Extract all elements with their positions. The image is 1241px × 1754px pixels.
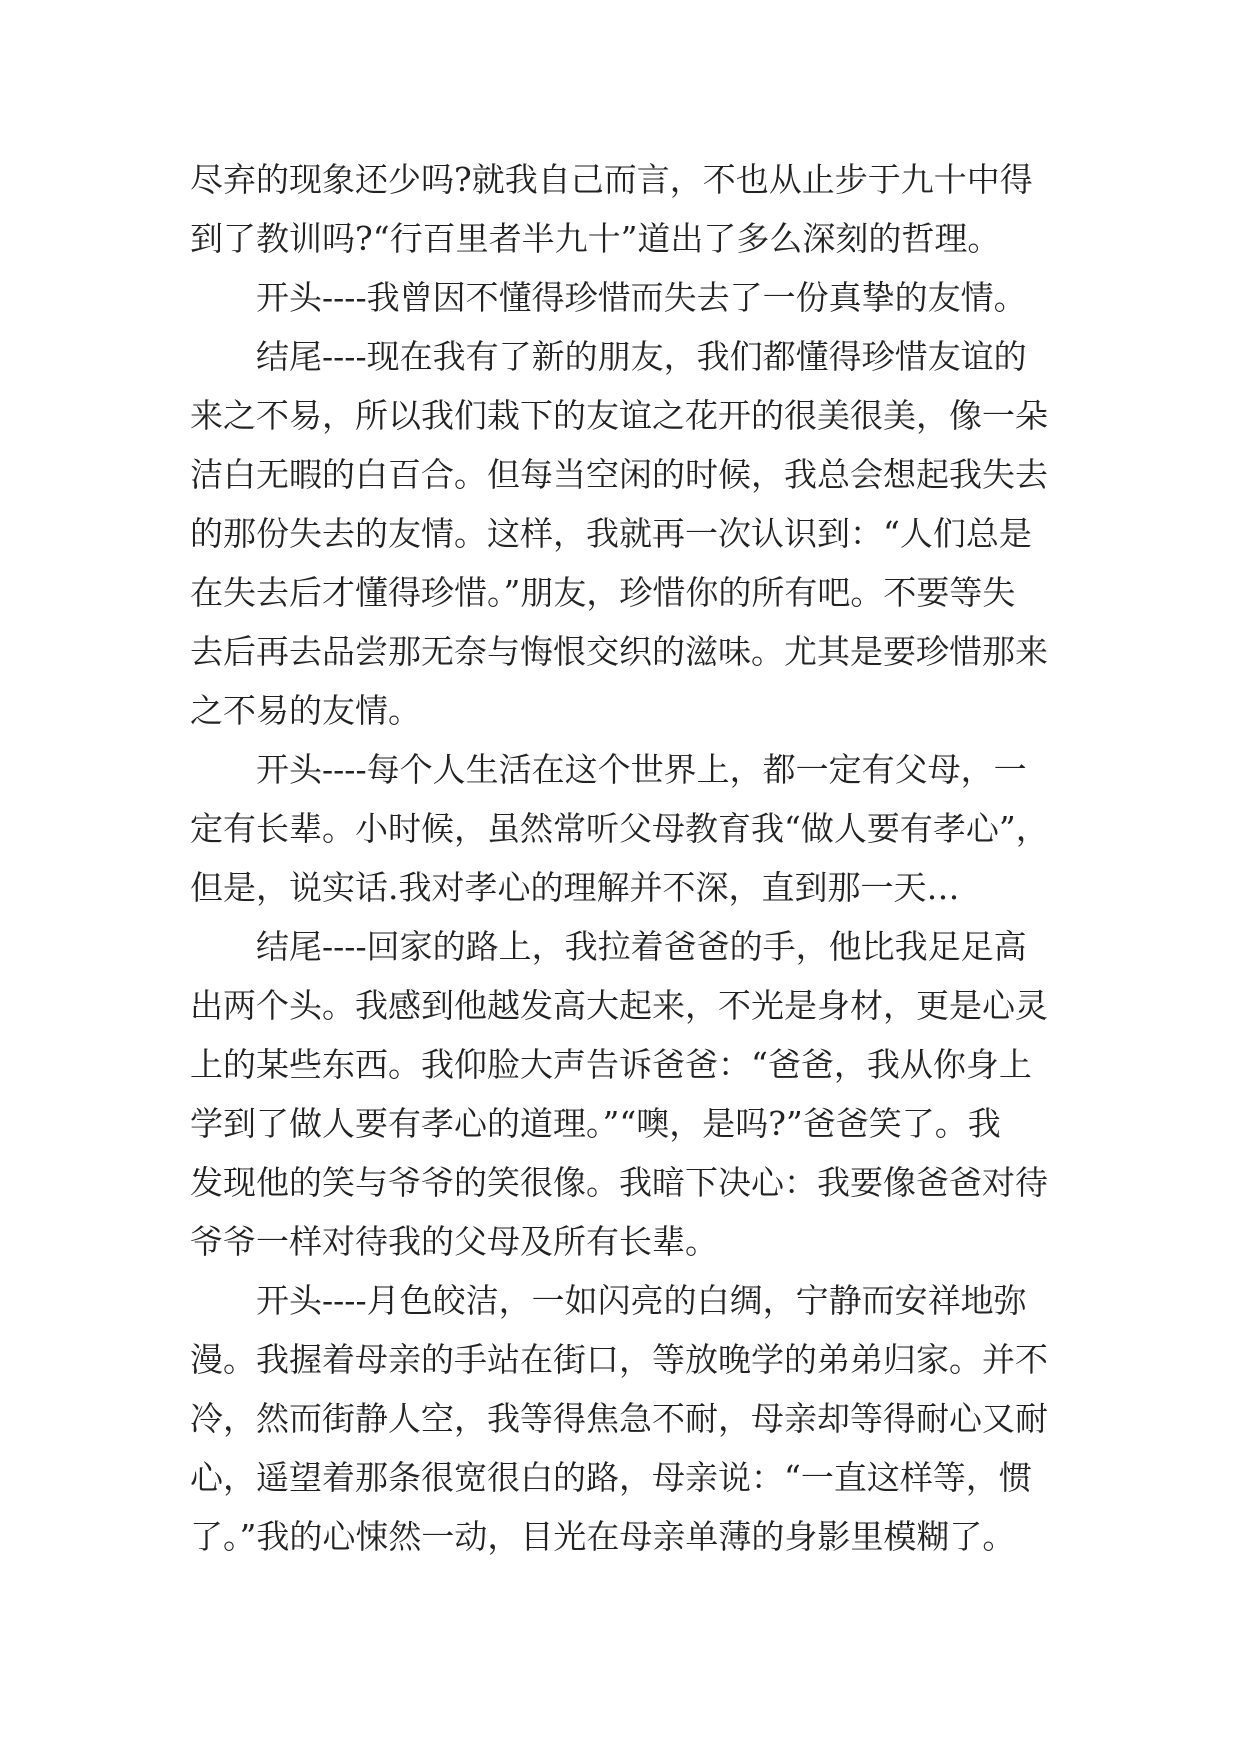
text-line: 但是，说实话.我对孝心的理解并不深，直到那一天… [190,868,960,907]
text-line: 上的某些东西。我仰脸大声告诉爸爸：“爸爸，我从你身上 [190,1045,1032,1084]
text-line: 在失去后才懂得珍惜。”朋友，珍惜你的所有吧。不要等失 [190,573,1016,612]
text-line: 尽弃的现象还少吗?就我自己而言，不也从止步于九十中得 [190,160,1033,199]
text-line: 心，遥望着那条很宽很白的路，母亲说：“一直这样等，惯 [190,1458,1032,1497]
text-line: 定有长辈。小时候，虽然常听父母教育我“做人要有孝心”， [190,809,1049,848]
text-line: 去后再去品尝那无奈与悔恨交织的滋味。尤其是要珍惜那来 [190,632,1048,671]
text-line: 之不易的友情。 [190,691,421,730]
text-line: 漫。我握着母亲的手站在街口，等放晚学的弟弟归家。并不 [190,1340,1048,1379]
document-body [190,150,1070,1566]
text-line: 洁白无暇的白百合。但每当空闲的时候，我总会想起我失去 [190,455,1048,494]
text-line: 学到了做人要有孝心的道理。”“噢，是吗?”爸爸笑了。我 [190,1104,1001,1143]
text-line: 出两个头。我感到他越发高大起来，不光是身材，更是心灵 [190,986,1048,1025]
text-line: 发现他的笑与爷爷的笑很像。我暗下决心：我要像爸爸对待 [190,1163,1048,1202]
text-line: 来之不易，所以我们栽下的友谊之花开的很美很美，像一朵 [190,396,1048,435]
text-line: 爷爷一样对待我的父母及所有长辈。 [190,1222,718,1261]
paragraph-first-line: 结尾----回家的路上，我拉着爸爸的手，他比我足足高 [256,927,1027,966]
text-line: 的那份失去的友情。这样，我就再一次认识到：“人们总是 [190,514,1032,553]
paragraph-first-line: 结尾----现在我有了新的朋友，我们都懂得珍惜友谊的 [256,337,1027,376]
paragraph-first-line: 开头----我曾因不懂得珍惜而失去了一份真挚的友情。 [256,278,1027,317]
paragraph-first-line: 开头----月色皎洁，一如闪亮的白绸，宁静而安祥地弥 [256,1281,1027,1320]
text-line: 冷，然而街静人空，我等得焦急不耐，母亲却等得耐心又耐 [190,1399,1048,1438]
text-line: 了。”我的心悚然一动，目光在母亲单薄的身影里模糊了。 [190,1517,1016,1556]
paragraph-first-line: 开头----每个人生活在这个世界上，都一定有父母，一 [256,750,1027,789]
text-line: 到了教训吗?“行百里者半九十”道出了多么深刻的哲理。 [190,219,1001,258]
